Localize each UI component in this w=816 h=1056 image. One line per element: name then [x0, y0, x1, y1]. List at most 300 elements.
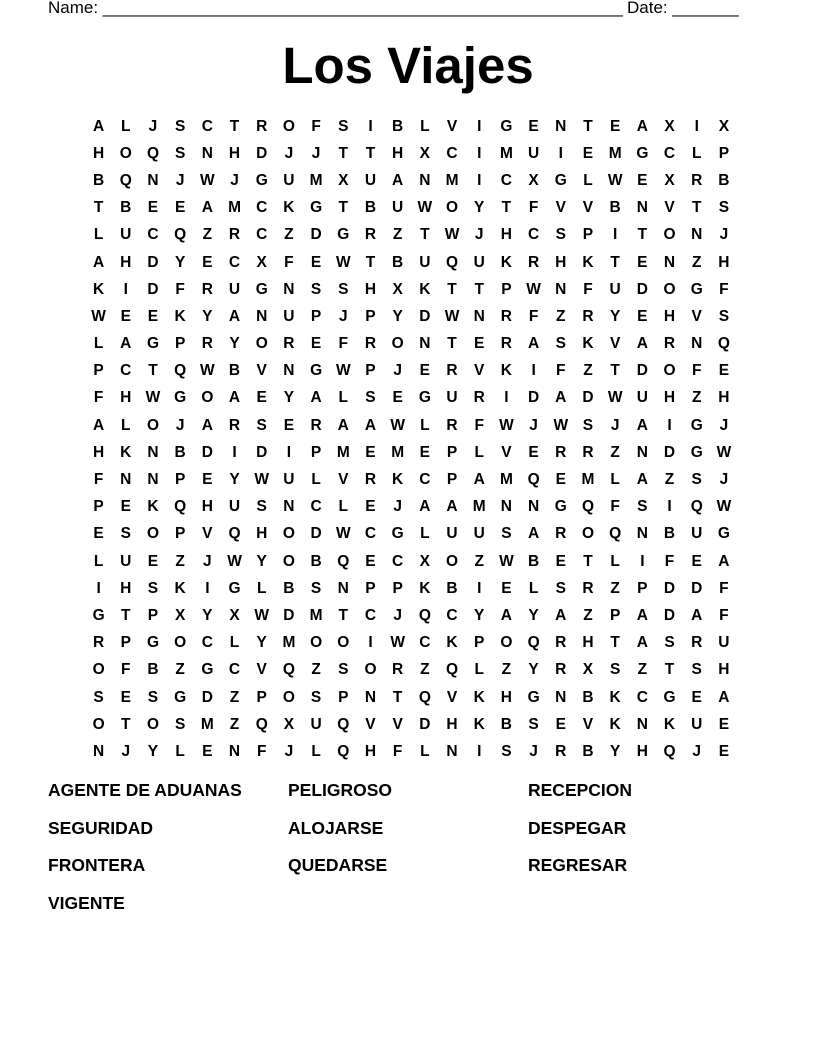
grid-letter: X: [718, 117, 730, 135]
grid-letter: L: [420, 416, 430, 434]
grid-letter: M: [282, 634, 296, 652]
grid-letter: I: [477, 579, 482, 597]
grid-letter: F: [256, 742, 267, 760]
grid-letter: Q: [146, 144, 159, 162]
grid-letter: E: [501, 579, 512, 597]
grid-letter: X: [419, 144, 431, 162]
grid-letter: S: [338, 117, 349, 135]
grid-letter: L: [610, 471, 620, 489]
grid-letter: Z: [392, 226, 403, 244]
grid-letter: L: [93, 335, 104, 353]
grid-letter: W: [335, 362, 351, 380]
grid-letter: G: [717, 525, 730, 543]
grid-letter: T: [610, 362, 620, 380]
grid-letter: N: [636, 443, 648, 461]
grid-letter: S: [174, 144, 186, 162]
grid-letter: W: [716, 498, 732, 516]
page-title: Los Viajes: [282, 37, 534, 94]
grid-letter: D: [636, 362, 648, 380]
grid-letter: K: [120, 443, 132, 461]
grid-letter: Y: [229, 471, 240, 489]
word-list-item: AGENTE DE ADUANAS: [48, 780, 242, 800]
grid-letter: P: [365, 362, 376, 380]
grid-letter: O: [446, 199, 459, 217]
grid-letter: J: [393, 498, 402, 516]
grid-letter: I: [558, 144, 563, 162]
grid-letter: O: [310, 634, 323, 652]
grid-letter: E: [637, 171, 648, 189]
grid-letter: J: [284, 742, 294, 760]
grid-letter: U: [446, 525, 458, 543]
grid-letter: V: [202, 525, 213, 543]
grid-letter: F: [610, 498, 620, 516]
grid-letter: M: [581, 471, 595, 489]
grid-letter: R: [555, 525, 567, 543]
grid-letter: P: [310, 307, 322, 325]
grid-letter: W: [526, 280, 541, 298]
grid-letter: R: [500, 335, 512, 353]
grid-letter: V: [474, 362, 485, 380]
grid-letter: S: [691, 661, 702, 679]
grid-letter: N: [636, 525, 648, 543]
grid-letter: K: [609, 688, 621, 706]
grid-letter: W: [607, 171, 623, 189]
grid-letter: R: [582, 579, 594, 597]
grid-letter: G: [663, 688, 676, 706]
grid-letter: E: [528, 117, 539, 135]
grid-letter: Y: [609, 742, 621, 760]
grid-letter: J: [474, 226, 484, 244]
grid-letter: O: [500, 634, 513, 652]
grid-letter: C: [201, 634, 213, 652]
grid-letter: Y: [392, 307, 403, 325]
grid-letter: Q: [418, 606, 431, 624]
grid-letter: Z: [637, 661, 648, 679]
grid-letter: R: [582, 443, 594, 461]
grid-letter: L: [474, 661, 484, 679]
grid-letter: R: [691, 171, 703, 189]
grid-letter: S: [637, 498, 648, 516]
grid-letter: Q: [527, 634, 540, 652]
word-list: [48, 778, 768, 928]
grid-letter: U: [446, 389, 458, 407]
grid-letter: K: [500, 253, 512, 271]
grid-letter: E: [555, 552, 566, 570]
grid-letter: C: [228, 661, 241, 679]
grid-letter: E: [147, 199, 159, 217]
grid-letter: L: [311, 742, 321, 760]
grid-letter: N: [691, 335, 703, 353]
grid-letter: X: [528, 171, 539, 189]
grid-letter: K: [500, 362, 512, 380]
grid-letter: N: [663, 253, 676, 271]
grid-letter: R: [691, 634, 703, 652]
grid-letter: M: [499, 144, 513, 162]
grid-letter: K: [473, 688, 485, 706]
grid-letter: S: [501, 525, 512, 543]
grid-letter: P: [147, 606, 159, 624]
grid-letter: U: [283, 471, 295, 489]
grid-letter: E: [718, 742, 730, 760]
grid-letter: Q: [446, 661, 459, 679]
grid-letter: I: [286, 443, 292, 461]
grid-letter: W: [417, 199, 433, 217]
grid-letter: R: [582, 307, 594, 325]
grid-letter: V: [582, 715, 594, 733]
grid-letter: S: [256, 416, 267, 434]
grid-letter: T: [447, 280, 457, 298]
grid-letter: P: [310, 443, 322, 461]
grid-letter: C: [663, 144, 676, 162]
grid-letter: R: [555, 443, 567, 461]
grid-letter: S: [555, 226, 566, 244]
grid-letter: W: [553, 416, 569, 434]
grid-letter: S: [310, 280, 322, 298]
grid-letter: T: [691, 199, 702, 217]
grid-letter: G: [146, 634, 159, 652]
grid-letter: K: [663, 715, 676, 733]
grid-letter: L: [610, 552, 620, 570]
grid-letter: Z: [556, 307, 566, 325]
grid-letter: P: [474, 634, 485, 652]
grid-letter: E: [202, 253, 213, 271]
grid-letter: M: [445, 171, 459, 189]
grid-letter: V: [446, 688, 458, 706]
grid-letter: E: [718, 715, 730, 733]
grid-letter: I: [96, 579, 101, 597]
grid-letter: T: [93, 199, 104, 217]
grid-letter: M: [200, 715, 214, 733]
grid-letter: H: [120, 253, 132, 271]
grid-letter: U: [691, 715, 703, 733]
grid-letter: M: [472, 498, 486, 516]
grid-letter: Q: [255, 715, 268, 733]
grid-letter: I: [694, 117, 699, 135]
grid-letter: K: [446, 634, 458, 652]
grid-letter: P: [392, 579, 403, 597]
grid-letter: R: [500, 307, 512, 325]
grid-letter: V: [609, 335, 621, 353]
grid-letter: U: [310, 715, 322, 733]
grid-letter: S: [528, 715, 539, 733]
grid-letter: L: [256, 579, 267, 597]
grid-letter: P: [174, 525, 186, 543]
grid-letter: Q: [690, 498, 703, 516]
grid-letter: T: [338, 199, 349, 217]
grid-letter: G: [228, 579, 241, 597]
grid-letter: K: [609, 715, 621, 733]
grid-letter: S: [691, 471, 702, 489]
grid-letter: P: [582, 226, 594, 244]
grid-letter: E: [419, 362, 431, 380]
grid-letter: E: [474, 335, 485, 353]
grid-letter: G: [690, 416, 703, 434]
grid-letter: L: [121, 117, 131, 135]
grid-letter: M: [336, 443, 350, 461]
grid-letter: M: [391, 443, 405, 461]
grid-letter: T: [637, 226, 648, 244]
grid-letter: B: [174, 443, 186, 461]
grid-letter: U: [228, 280, 241, 298]
grid-letter: Z: [664, 471, 675, 489]
grid-letter: Y: [174, 253, 186, 271]
grid-letter: B: [392, 253, 404, 271]
grid-letter: N: [419, 171, 431, 189]
grid-letter: A: [92, 117, 105, 135]
grid-letter: R: [228, 416, 241, 434]
grid-letter: R: [201, 335, 213, 353]
grid-letter: E: [202, 471, 213, 489]
grid-letter: F: [93, 389, 104, 407]
grid-letter: J: [692, 742, 702, 760]
grid-letter: B: [283, 579, 295, 597]
grid-letter: Q: [228, 525, 241, 543]
grid-letter: X: [664, 117, 675, 135]
grid-letter: M: [499, 471, 513, 489]
grid-letter: Q: [663, 742, 676, 760]
grid-letter: P: [365, 579, 376, 597]
grid-letter: N: [555, 280, 567, 298]
grid-letter: Z: [311, 661, 321, 679]
grid-letter: H: [392, 144, 404, 162]
grid-letter: J: [719, 416, 729, 434]
grid-letter: O: [282, 688, 295, 706]
grid-letter: D: [147, 280, 159, 298]
grid-letter: A: [201, 416, 213, 434]
grid-letter: X: [283, 715, 295, 733]
grid-letter: S: [365, 389, 376, 407]
grid-letter: E: [555, 715, 566, 733]
grid-letter: E: [365, 552, 376, 570]
grid-letter: Z: [474, 552, 484, 570]
grid-letter: Z: [610, 443, 620, 461]
grid-letter: U: [120, 552, 132, 570]
grid-letter: M: [309, 171, 323, 189]
grid-letter: C: [419, 634, 431, 652]
grid-letter: J: [338, 307, 348, 325]
grid-letter: D: [691, 579, 703, 597]
grid-letter: B: [446, 579, 458, 597]
grid-letter: X: [582, 661, 594, 679]
grid-letter: T: [583, 117, 593, 135]
word-list-item: ALOJARSE: [288, 817, 384, 838]
grid-letter: I: [613, 226, 618, 244]
grid-letter: A: [636, 634, 648, 652]
grid-letter: O: [282, 525, 295, 543]
grid-letter: P: [174, 335, 186, 353]
grid-letter: E: [718, 362, 730, 380]
grid-letter: H: [663, 389, 676, 407]
grid-letter: J: [529, 416, 538, 434]
grid-letter: L: [121, 416, 131, 434]
grid-letter: T: [583, 552, 593, 570]
grid-letter: E: [637, 253, 648, 271]
grid-letter: N: [120, 471, 132, 489]
grid-letter: W: [91, 307, 106, 325]
grid-letter: G: [554, 498, 567, 516]
grid-letter: L: [528, 579, 539, 597]
grid-letter: A: [691, 606, 703, 624]
grid-letter: D: [582, 389, 594, 407]
grid-letter: N: [283, 280, 295, 298]
grid-letter: E: [419, 443, 431, 461]
grid-letter: P: [446, 443, 458, 461]
grid-letter: Q: [174, 498, 187, 516]
grid-letter: Q: [337, 715, 350, 733]
grid-letter: M: [228, 199, 241, 217]
grid-letter: U: [691, 525, 703, 543]
grid-letter: N: [147, 443, 159, 461]
grid-letter: G: [146, 335, 159, 353]
grid-letter: E: [392, 389, 403, 407]
grid-letter: A: [310, 389, 322, 407]
grid-letter: K: [392, 471, 404, 489]
grid-letter: E: [582, 144, 594, 162]
grid-letter: R: [283, 335, 295, 353]
word-list-item: QUEDARSE: [288, 855, 388, 876]
grid-letter: E: [310, 253, 322, 271]
grid-letter: O: [446, 552, 459, 570]
grid-letter: Y: [474, 199, 485, 217]
grid-letter: A: [392, 171, 404, 189]
grid-letter: U: [636, 389, 648, 407]
grid-letter: D: [636, 280, 648, 298]
grid-letter: A: [718, 552, 730, 570]
grid-letter: R: [555, 661, 567, 679]
grid-letter: T: [148, 362, 158, 380]
grid-letter: J: [719, 471, 729, 489]
grid-letter: G: [92, 606, 105, 624]
grid-letter: A: [555, 389, 567, 407]
grid-letter: E: [528, 443, 539, 461]
grid-letter: G: [201, 661, 214, 679]
grid-letter: K: [174, 307, 186, 325]
grid-letter: G: [174, 688, 187, 706]
grid-letter: H: [364, 742, 377, 760]
grid-letter: S: [338, 280, 349, 298]
grid-letter: G: [391, 525, 404, 543]
grid-letter: A: [473, 471, 485, 489]
grid-letter: Y: [202, 307, 213, 325]
grid-letter: S: [664, 634, 675, 652]
grid-letter: R: [663, 335, 676, 353]
grid-letter: N: [337, 579, 349, 597]
grid-letter: S: [501, 742, 512, 760]
grid-letter: T: [121, 715, 131, 733]
grid-letter: S: [338, 661, 349, 679]
grid-letter: A: [718, 688, 730, 706]
grid-letter: S: [120, 525, 131, 543]
grid-letter: F: [284, 253, 294, 271]
grid-letter: B: [120, 199, 132, 217]
grid-letter: S: [147, 688, 159, 706]
grid-letter: F: [556, 362, 566, 380]
grid-letter: P: [609, 606, 621, 624]
grid-letter: P: [446, 471, 458, 489]
grid-letter: A: [636, 335, 648, 353]
grid-letter: L: [311, 471, 321, 489]
grid-letter: H: [364, 280, 377, 298]
grid-letter: Q: [446, 253, 459, 271]
grid-letter: A: [120, 335, 132, 353]
grid-letter: K: [92, 280, 105, 298]
grid-letter: U: [609, 280, 621, 298]
grid-letter: W: [227, 552, 242, 570]
grid-letter: E: [120, 498, 131, 516]
word-list-item: PELIGROSO: [288, 780, 393, 800]
grid-letter: E: [202, 742, 213, 760]
grid-letter: S: [718, 199, 730, 217]
grid-letter: D: [256, 443, 268, 461]
grid-letter: W: [444, 226, 460, 244]
grid-letter: A: [419, 498, 431, 516]
grid-letter: G: [174, 389, 187, 407]
grid-letter: W: [444, 307, 460, 325]
grid-letter: D: [201, 443, 213, 461]
grid-letter: Y: [256, 634, 267, 652]
word-list-item: RECEPCION: [528, 780, 633, 800]
grid-letter: B: [663, 525, 676, 543]
grid-letter: Y: [147, 742, 159, 760]
grid-letter: R: [228, 226, 241, 244]
grid-letter: Q: [174, 226, 187, 244]
grid-letter: G: [255, 280, 268, 298]
grid-letter: V: [256, 362, 267, 380]
grid-letter: C: [364, 606, 377, 624]
grid-letter: S: [93, 688, 104, 706]
grid-letter: H: [201, 498, 213, 516]
grid-letter: N: [636, 199, 648, 217]
grid-letter: R: [201, 280, 213, 298]
grid-letter: Q: [119, 171, 132, 189]
grid-letter: A: [636, 606, 648, 624]
grid-letter: X: [338, 171, 349, 189]
grid-letter: Z: [175, 661, 185, 679]
grid-letter: T: [365, 144, 376, 162]
grid-letter: E: [256, 389, 267, 407]
grid-letter: O: [119, 144, 132, 162]
grid-letter: C: [147, 226, 159, 244]
word-list-item: FRONTERA: [48, 855, 146, 876]
grid-letter: E: [147, 307, 159, 325]
grid-letter: G: [418, 389, 431, 407]
grid-letter: G: [255, 171, 268, 189]
grid-letter: A: [201, 199, 213, 217]
grid-letter: D: [419, 715, 431, 733]
grid-letter: W: [335, 525, 351, 543]
grid-letter: N: [500, 498, 512, 516]
grid-letter: E: [609, 117, 621, 135]
grid-letter: F: [93, 471, 104, 489]
grid-letter: E: [93, 525, 104, 543]
grid-letter: W: [335, 253, 351, 271]
word-search-grid: [85, 113, 738, 766]
grid-letter: E: [120, 307, 131, 325]
grid-letter: F: [719, 606, 729, 624]
grid-letter: D: [310, 525, 322, 543]
grid-letter: R: [446, 416, 458, 434]
grid-letter: O: [92, 715, 105, 733]
grid-letter: K: [174, 579, 186, 597]
grid-letter: R: [364, 471, 377, 489]
grid-letter: S: [555, 579, 566, 597]
grid-letter: O: [663, 226, 676, 244]
word-list-item: REGRESAR: [528, 855, 628, 876]
grid-letter: C: [364, 525, 377, 543]
grid-letter: R: [473, 389, 485, 407]
grid-letter: W: [716, 443, 732, 461]
grid-letter: P: [93, 498, 104, 516]
